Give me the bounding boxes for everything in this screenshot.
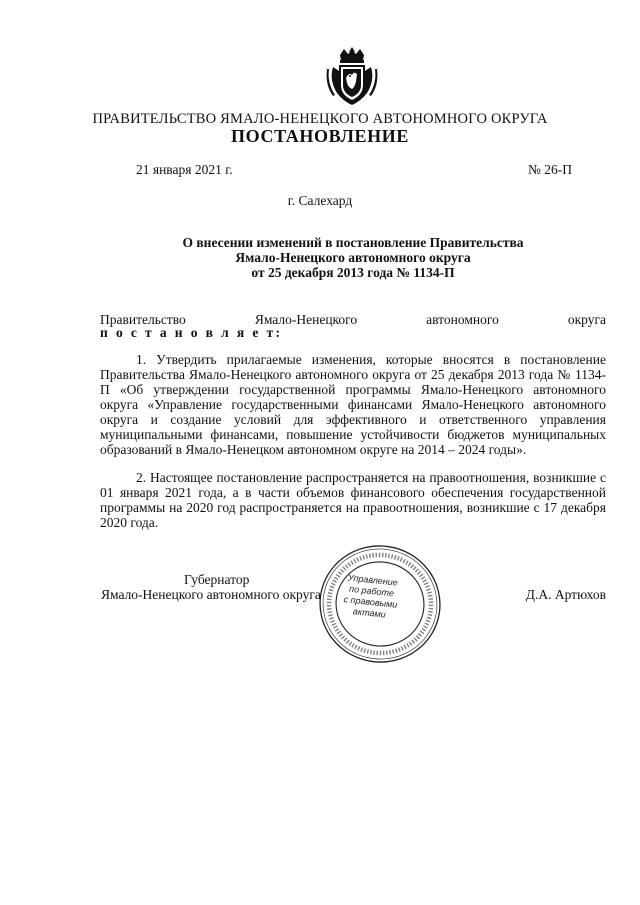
stamp-line: Управление [347,572,399,588]
government-title: ПРАВИТЕЛЬСТВО ЯМАЛО-НЕНЕЦКОГО АВТОНОМНОГО ОКРУГА [92,111,548,127]
paragraph-2: 2. Настоящее постановление распространяется на правоотношения, возникшие с 01 января 2021 года, а в части объемов финансового обеспечения государственной программы на 2020 год распространяется на правоотношения, возникшие с 17 декабря 2020 года. [100,470,606,530]
subject-line: Ямало-Ненецкого автономного округа [235,250,471,265]
paragraph-1: 1. Утвердить прилагаемые изменения, которые вносятся в постановление Правительства Ямало-Ненецкого автономного округа от 25 декабря 2013 года № 1134-П «Об утверждении государственной программы Ямало-Ненецкого автономного округа «Управление государственными финансами Ямало-Ненецкого автономного округа и создание условий для эффективного и ответственного управления муниципальными финансами, повышение устойчивости бюджетов муниципальных образований в Ямало-Ненецком автономном округе на 2014 – 2024 годы». [100,352,606,457]
document-type: ПОСТАНОВЛЕНИЕ [231,126,409,146]
stamp-line: с правовыми [343,594,398,610]
coat-of-arms-emblem-icon [325,45,379,107]
stamp-line: по работе [348,583,395,599]
decree-word: п о с т а н о в л я е т: [100,325,283,340]
intro-paragraph: Правительство Ямало-Ненецкого автономного округа [100,312,606,327]
document-subject [0,235,640,280]
document-number: № 26-П [527,162,572,177]
document-date: 21 января 2021 г. [136,162,233,177]
subject-line: О внесении изменений в постановление Правительства [182,235,524,250]
subject-line: от 25 декабря 2013 года № 1134-П [251,265,455,280]
signatory-name: Д.А. Артюхов [525,587,606,602]
document-city: г. Салехард [287,193,353,208]
signatory-title: Губернатор [184,572,250,587]
stamp-line: актами [352,606,387,620]
signatory-organization: Ямало-Ненецкого автономного округа [101,587,321,602]
stamp-text [334,571,408,622]
